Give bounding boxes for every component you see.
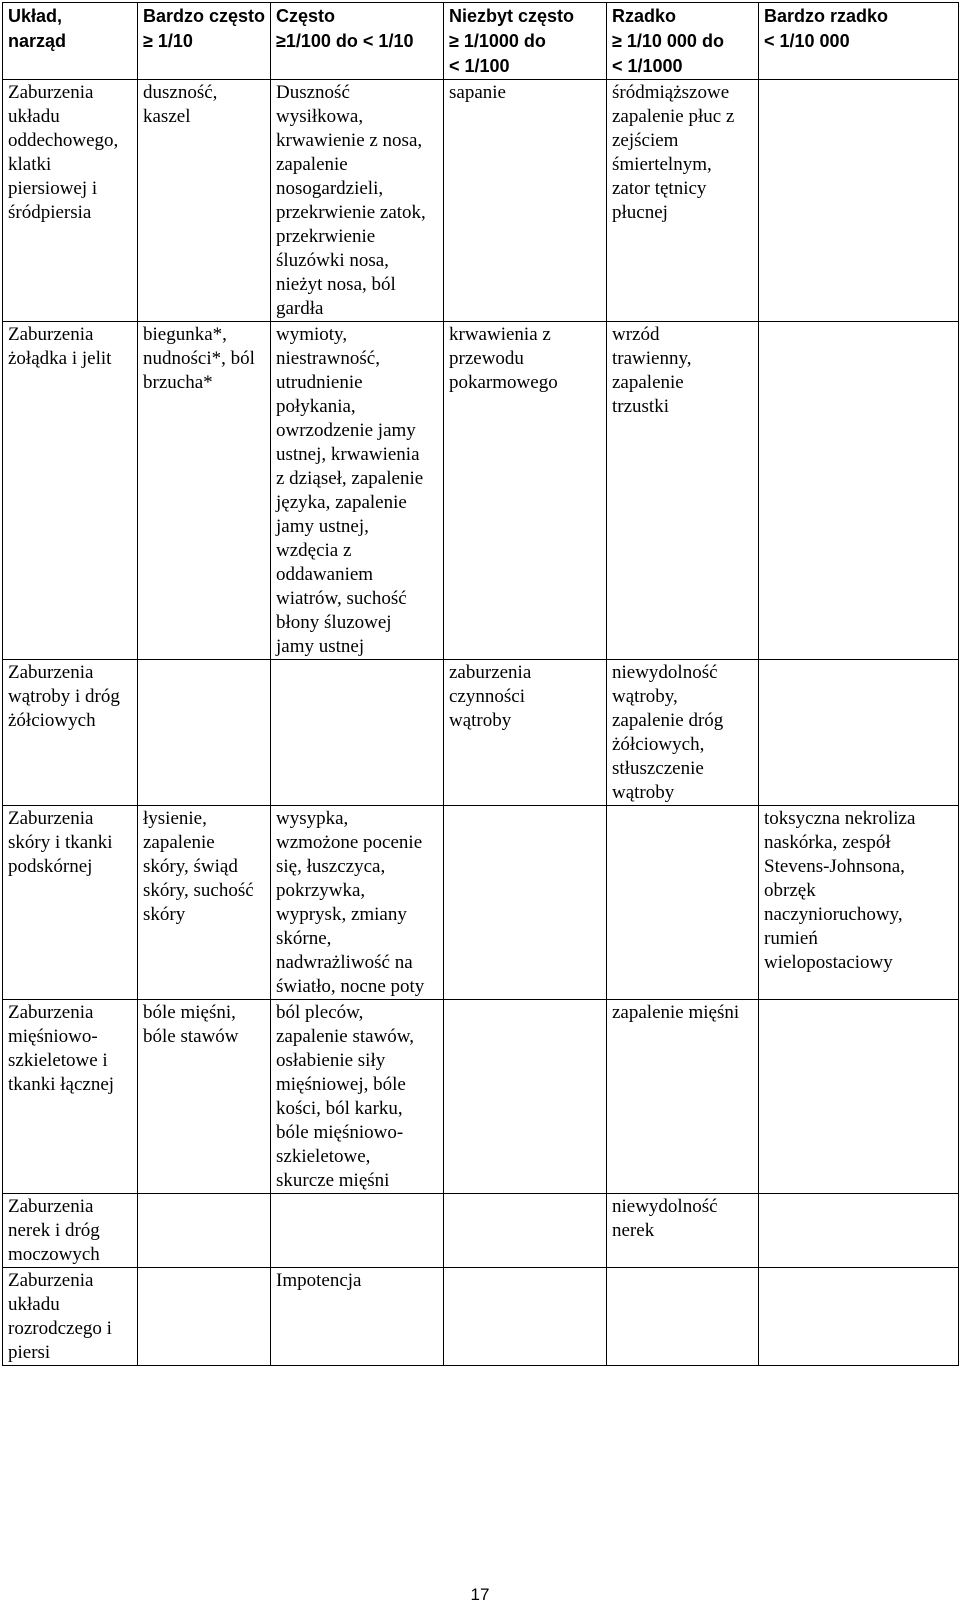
- table-cell: [3, 80, 138, 322]
- cell-line: żołądka i jelit: [8, 348, 112, 369]
- header-very-rare: [759, 3, 959, 80]
- cell-line: kaszel: [143, 106, 191, 127]
- table-cell: [759, 1194, 959, 1268]
- cell-line: naczynioruchowy,: [764, 904, 903, 925]
- cell-line: przekrwienie zatok,: [276, 202, 426, 223]
- cell-line: wiatrów, suchość: [276, 588, 407, 609]
- table-cell: [444, 1000, 607, 1194]
- cell-line: tkanki łącznej: [8, 1074, 115, 1095]
- cell-line: mięśniowo-: [8, 1026, 98, 1047]
- cell-line: Bardzo często: [143, 6, 266, 26]
- table-cell: [444, 660, 607, 806]
- cell-line: ≥ 1/10: [143, 31, 193, 51]
- cell-line: brzucha*: [143, 372, 213, 393]
- cell-line: Często: [276, 6, 336, 26]
- cell-line: zator tętnicy: [612, 178, 707, 199]
- cell-line: śródpiersia: [8, 202, 92, 223]
- cell-line: zapalenie: [276, 154, 348, 175]
- cell-line: Impotencja: [276, 1270, 362, 1291]
- cell-line: nosogardzieli,: [276, 178, 384, 199]
- cell-line: ustnej, krwawienia: [276, 444, 420, 465]
- cell-line: zejściem: [612, 130, 679, 151]
- cell-line: bóle mięśniowo-: [276, 1122, 404, 1143]
- cell-line: wrzód: [612, 324, 660, 345]
- cell-line: nadwrażliwość na: [276, 952, 413, 973]
- table-row-gastrointestinal: [3, 322, 959, 660]
- cell-line: Zaburzenia: [8, 1002, 94, 1023]
- table-cell: [607, 1268, 759, 1366]
- table-cell: [3, 1000, 138, 1194]
- table-cell: [138, 1194, 271, 1268]
- cell-line: skóry: [143, 904, 186, 925]
- cell-line: naskórka, zespół: [764, 832, 891, 853]
- cell-line: wyprysk, zmiany: [276, 904, 407, 925]
- table-cell: [759, 660, 959, 806]
- cell-line: Zaburzenia: [8, 662, 94, 683]
- cell-line: śródmiąższowe: [612, 82, 730, 103]
- header-organ-system: [3, 3, 138, 80]
- cell-line: skórne,: [276, 928, 332, 949]
- table-cell: [3, 1268, 138, 1366]
- page-number: 17: [470, 1585, 490, 1604]
- table-cell: [607, 80, 759, 322]
- cell-line: Rzadko: [612, 6, 677, 26]
- cell-line: żółciowych,: [612, 734, 705, 755]
- cell-line: nudności*, ból: [143, 348, 255, 369]
- cell-line: czynności: [449, 686, 525, 707]
- cell-line: Bardzo rzadko: [764, 6, 889, 26]
- adverse-reactions-table: [2, 2, 959, 1366]
- table-cell: [138, 806, 271, 1000]
- table-cell: [444, 1194, 607, 1268]
- cell-line: oddechowego,: [8, 130, 119, 151]
- table-cell: [138, 1268, 271, 1366]
- cell-line: ≥1/100 do < 1/10: [276, 31, 414, 51]
- cell-line: jamy ustnej,: [276, 516, 369, 537]
- cell-line: skóry i tkanki: [8, 832, 113, 853]
- cell-line: zapalenie dróg: [612, 710, 724, 731]
- cell-line: utrudnienie: [276, 372, 363, 393]
- header-very-common: [138, 3, 271, 80]
- cell-line: rumień: [764, 928, 818, 949]
- cell-line: wątroby: [449, 710, 512, 731]
- cell-line: przewodu: [449, 348, 524, 369]
- table-cell: [759, 322, 959, 660]
- table-cell: [138, 1000, 271, 1194]
- cell-line: trzustki: [612, 396, 669, 417]
- table-cell: [759, 1268, 959, 1366]
- cell-line: niewydolność: [612, 662, 718, 683]
- cell-line: owrzodzenie jamy: [276, 420, 416, 441]
- cell-line: wątroby i dróg: [8, 686, 120, 707]
- cell-line: wymioty,: [276, 324, 348, 345]
- cell-line: zapalenie mięśni: [612, 1002, 740, 1023]
- cell-line: wzdęcia z: [276, 540, 352, 561]
- table-cell: [607, 1000, 759, 1194]
- table-cell: [444, 322, 607, 660]
- cell-line: szkieletowe,: [276, 1146, 371, 1167]
- cell-line: Duszność: [276, 82, 350, 103]
- table-cell: [607, 660, 759, 806]
- table-cell: [271, 806, 444, 1000]
- table-row-hepatobiliary: [3, 660, 959, 806]
- cell-line: zaburzenia: [449, 662, 532, 683]
- table-cell: [444, 806, 607, 1000]
- cell-line: krwawienie z nosa,: [276, 130, 423, 151]
- table-row-respiratory: [3, 80, 959, 322]
- table-cell: [138, 322, 271, 660]
- cell-line: nerek i dróg: [8, 1220, 100, 1241]
- cell-line: klatki: [8, 154, 52, 175]
- cell-line: krwawienia z: [449, 324, 551, 345]
- table-cell: [138, 660, 271, 806]
- cell-line: wątroby,: [612, 686, 678, 707]
- cell-line: obrzęk: [764, 880, 816, 901]
- table-cell: [271, 1268, 444, 1366]
- cell-line: toksyczna nekroliza: [764, 808, 916, 829]
- table-cell: [271, 1000, 444, 1194]
- table-header-row: [3, 3, 959, 80]
- cell-line: Zaburzenia: [8, 324, 94, 345]
- cell-line: układu: [8, 1294, 60, 1315]
- cell-line: pokrzywka,: [276, 880, 366, 901]
- table-cell: [271, 322, 444, 660]
- cell-line: światło, nocne poty: [276, 976, 425, 997]
- cell-line: < 1/100: [449, 56, 510, 76]
- cell-line: bóle stawów: [143, 1026, 239, 1047]
- table-row-skin: [3, 806, 959, 1000]
- cell-line: Niezbyt często: [449, 6, 575, 26]
- cell-line: błony śluzowej: [276, 612, 392, 633]
- cell-line: żółciowych: [8, 710, 96, 731]
- cell-line: nieżyt nosa, ból: [276, 274, 396, 295]
- cell-line: jamy ustnej: [276, 636, 365, 657]
- cell-line: układu: [8, 106, 60, 127]
- cell-line: bóle mięśni,: [143, 1002, 236, 1023]
- cell-line: Zaburzenia: [8, 1196, 94, 1217]
- cell-line: ból pleców,: [276, 1002, 364, 1023]
- table-row-musculoskeletal: [3, 1000, 959, 1194]
- header-common: [271, 3, 444, 80]
- table-cell: [759, 1000, 959, 1194]
- cell-line: podskórnej: [8, 856, 93, 877]
- cell-line: Zaburzenia: [8, 82, 94, 103]
- table-cell: [759, 80, 959, 322]
- table-cell: [3, 806, 138, 1000]
- cell-line: kości, ból karku,: [276, 1098, 403, 1119]
- cell-line: się, łuszczyca,: [276, 856, 386, 877]
- cell-line: połykania,: [276, 396, 356, 417]
- cell-line: płucnej: [612, 202, 668, 223]
- cell-line: wysiłkowa,: [276, 106, 364, 127]
- cell-line: języka, zapalenie: [276, 492, 407, 513]
- cell-line: < 1/10 000: [764, 31, 850, 51]
- cell-line: ≥ 1/1000 do: [449, 31, 546, 51]
- cell-line: trawienny,: [612, 348, 692, 369]
- cell-line: stłuszczenie: [612, 758, 704, 779]
- cell-line: Układ,: [8, 6, 63, 26]
- table-cell: [607, 322, 759, 660]
- cell-line: pokarmowego: [449, 372, 558, 393]
- cell-line: śmiertelnym,: [612, 154, 712, 175]
- cell-line: nerek: [612, 1220, 655, 1241]
- cell-line: szkieletowe i: [8, 1050, 108, 1071]
- cell-line: oddawaniem: [276, 564, 374, 585]
- table-cell: [271, 1194, 444, 1268]
- table-cell: [444, 80, 607, 322]
- cell-line: Zaburzenia: [8, 808, 94, 829]
- cell-line: rozrodczego i: [8, 1318, 112, 1339]
- table-row-reproductive: [3, 1268, 959, 1366]
- table-cell: [3, 660, 138, 806]
- cell-line: wielopostaciowy: [764, 952, 893, 973]
- cell-line: wątroby: [612, 782, 675, 803]
- cell-line: < 1/1000: [612, 56, 683, 76]
- table-cell: [607, 1194, 759, 1268]
- cell-line: śluzówki nosa,: [276, 250, 389, 271]
- table-cell: [759, 806, 959, 1000]
- cell-line: łysienie,: [143, 808, 207, 829]
- cell-line: zapalenie stawów,: [276, 1026, 415, 1047]
- cell-line: skóry, świąd: [143, 856, 238, 877]
- cell-line: zapalenie: [612, 372, 684, 393]
- cell-line: z dziąseł, zapalenie: [276, 468, 424, 489]
- cell-line: Stevens-Johnsona,: [764, 856, 905, 877]
- cell-line: piersiowej i: [8, 178, 98, 199]
- table-cell: [607, 806, 759, 1000]
- cell-line: wysypka,: [276, 808, 349, 829]
- header-rare: [607, 3, 759, 80]
- table-row-renal: [3, 1194, 959, 1268]
- table-cell: [138, 80, 271, 322]
- cell-line: przekrwienie: [276, 226, 376, 247]
- header-uncommon: [444, 3, 607, 80]
- cell-line: narząd: [8, 31, 67, 51]
- table-cell: [444, 1268, 607, 1366]
- cell-line: gardła: [276, 298, 324, 319]
- cell-line: zapalenie: [143, 832, 215, 853]
- cell-line: osłabienie siły: [276, 1050, 386, 1071]
- table-cell: [3, 1194, 138, 1268]
- cell-line: piersi: [8, 1342, 51, 1363]
- table-cell: [271, 660, 444, 806]
- cell-line: skurcze mięśni: [276, 1170, 390, 1191]
- cell-line: wzmożone pocenie: [276, 832, 423, 853]
- cell-line: mięśniowej, bóle: [276, 1074, 406, 1095]
- cell-line: niestrawność,: [276, 348, 380, 369]
- cell-line: duszność,: [143, 82, 218, 103]
- cell-line: zapalenie płuc z: [612, 106, 735, 127]
- cell-line: biegunka*,: [143, 324, 227, 345]
- table-cell: [3, 322, 138, 660]
- cell-line: ≥ 1/10 000 do: [612, 31, 724, 51]
- cell-line: Zaburzenia: [8, 1270, 94, 1291]
- table-cell: [271, 80, 444, 322]
- cell-line: sapanie: [449, 82, 506, 103]
- cell-line: moczowych: [8, 1244, 100, 1265]
- cell-line: skóry, suchość: [143, 880, 254, 901]
- cell-line: niewydolność: [612, 1196, 718, 1217]
